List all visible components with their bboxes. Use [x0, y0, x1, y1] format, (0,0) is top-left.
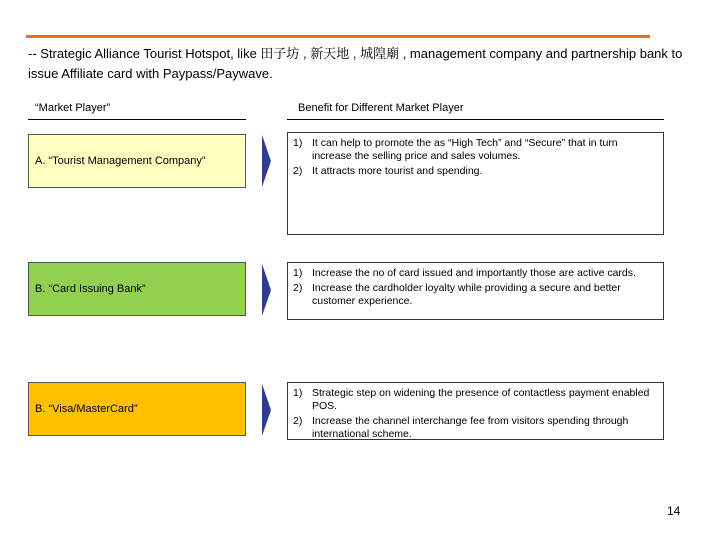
- header-benefit: Benefit for Different Market Player: [298, 102, 464, 114]
- header-market-player: “Market Player”: [35, 102, 111, 114]
- benefit-box-tourist-management: [287, 132, 664, 235]
- benefit-item: 2) It attracts more tourist and spending.: [293, 165, 483, 177]
- player-box-visa-mastercard: B. “Visa/MasterCard”: [28, 382, 246, 436]
- arrow-right-icon: [262, 384, 271, 436]
- arrow-right-icon: [262, 135, 271, 187]
- header-right-underline: [287, 119, 664, 120]
- benefit-item: 1) Strategic step on widening the presence of contactless payment enabled POS.: [293, 387, 650, 412]
- benefit-item: 1) It can help to promote the as “High Tech” and “Secure” that in turn increase the selling price and sales volumes.: [293, 137, 618, 162]
- page-number: 14: [667, 504, 681, 518]
- intro-text: -- Strategic Alliance Tourist Hotspot, like 田子坊 , 新天地 , 城隍廟 , management company and partnership bank to issue Affiliate card with Paypass/Paywave.: [28, 46, 683, 81]
- benefit-box-visa-mastercard: [287, 382, 664, 440]
- arrow-right-icon: [262, 264, 271, 316]
- player-box-tourist-management: A. “Tourist Management Company”: [28, 134, 246, 188]
- player-box-card-issuing-bank: B. “Card Issuing Bank”: [28, 262, 246, 316]
- benefit-item: 2) Increase the channel interchange fee from visitors spending through international scheme.: [293, 415, 629, 440]
- title-accent-line: [26, 35, 650, 38]
- header-left-underline: [28, 119, 246, 120]
- benefit-item: 1) Increase the no of card issued and importantly those are active cards.: [293, 267, 636, 279]
- benefit-item: 2) Increase the cardholder loyalty while providing a secure and better customer experience.: [293, 282, 621, 307]
- benefit-box-card-issuing-bank: [287, 262, 664, 320]
